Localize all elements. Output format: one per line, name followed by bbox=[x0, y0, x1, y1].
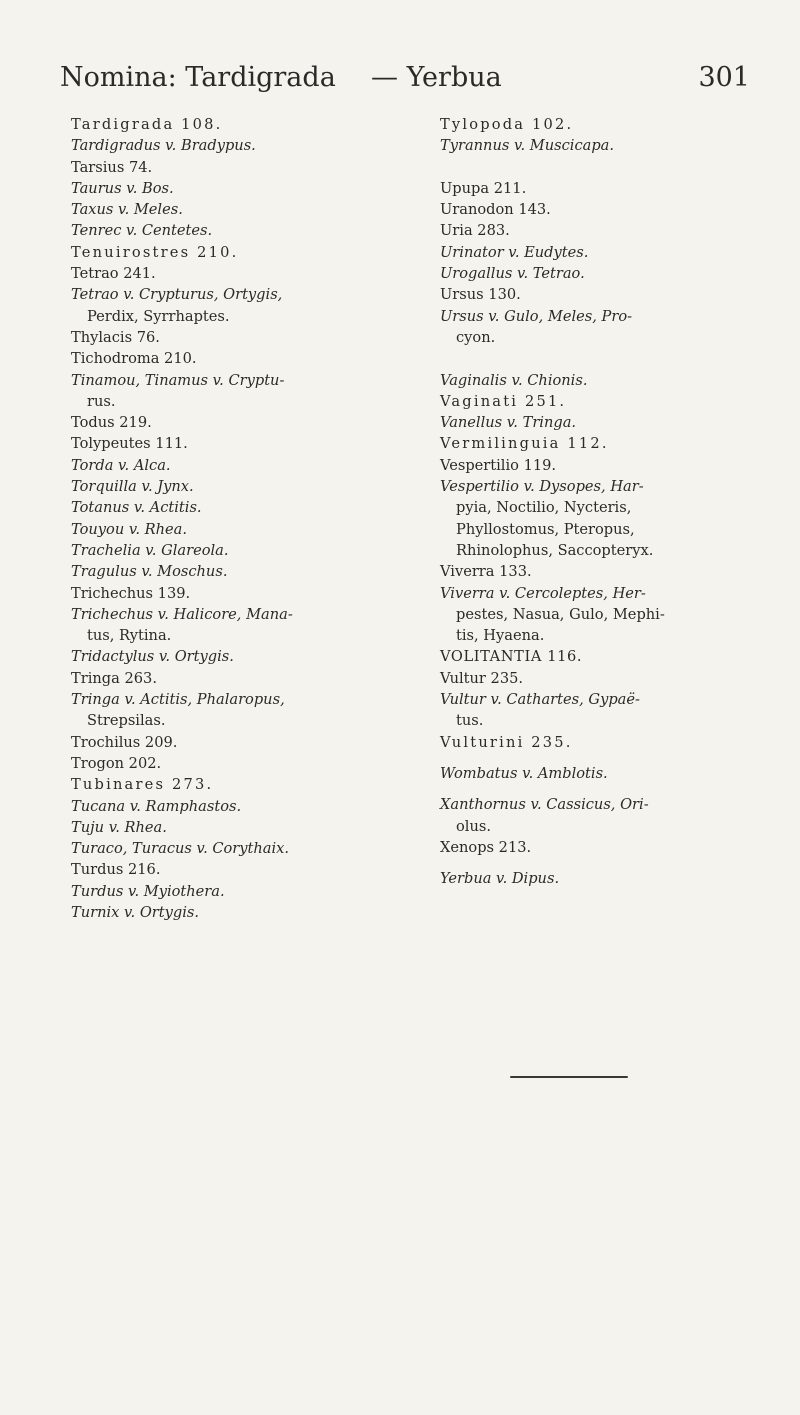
index-column-left bbox=[71, 114, 371, 923]
index-entry: Vulturini 235. bbox=[440, 733, 573, 751]
index-entry: Uranodon 143. bbox=[440, 201, 551, 219]
index-entry: Tucana v. Ramphastos. bbox=[71, 797, 242, 815]
index-entry: Torda v. Alca. bbox=[71, 456, 171, 474]
index-entry: Tarsius 74. bbox=[71, 158, 153, 176]
index-entry: Torquilla v. Jynx. bbox=[71, 478, 194, 496]
index-entry: Yerbua v. Dipus. bbox=[440, 870, 560, 888]
index-entry: Urinator v. Eudytes. bbox=[440, 243, 589, 261]
index-entry: Touyou v. Rhea. bbox=[71, 520, 188, 538]
index-entry: Vermilinguia 112. bbox=[440, 435, 609, 453]
index-entry: Upupa 211. bbox=[440, 179, 527, 197]
index-entry: Tringa 263. bbox=[71, 669, 157, 687]
index-entry: Vespertilio v. Dysopes, Har- bbox=[440, 478, 644, 496]
index-entry: Tardigradus v. Bradypus. bbox=[71, 137, 256, 155]
index-entry-continuation: olus. bbox=[456, 817, 491, 835]
index-entry-continuation: Rhinolophus, Saccopteryx. bbox=[456, 541, 654, 559]
index-entry: Uria 283. bbox=[440, 222, 510, 240]
header-range-end: — Yerbua bbox=[371, 62, 502, 93]
index-entry: Tetrao v. Crypturus, Ortygis, bbox=[71, 286, 283, 304]
index-entry-continuation: pestes, Nasua, Gulo, Mephi- bbox=[456, 605, 665, 623]
index-entry: Vanellus v. Tringa. bbox=[440, 414, 577, 432]
entry-spacer bbox=[440, 753, 740, 763]
index-entry: Tinamou, Tinamus v. Cryptu- bbox=[71, 371, 285, 389]
index-entry: Turnix v. Ortygis. bbox=[71, 903, 200, 921]
index-entry: Thylacis 76. bbox=[71, 328, 160, 346]
index-entry: Turdus 216. bbox=[71, 861, 161, 879]
index-entry: Tolypeutes 111. bbox=[71, 435, 188, 453]
index-entry: Trichechus v. Halicore, Mana- bbox=[71, 605, 293, 623]
index-entry: Trachelia v. Glareola. bbox=[71, 541, 229, 559]
index-entry: Xanthornus v. Cassicus, Ori- bbox=[440, 796, 649, 814]
index-entry: Totanus v. Actitis. bbox=[71, 499, 202, 517]
index-entry-continuation: rus. bbox=[87, 392, 116, 410]
index-entry: Vaginati 251. bbox=[440, 392, 567, 410]
index-entry: Xenops 213. bbox=[440, 838, 532, 856]
index-entry: Tuju v. Rhea. bbox=[71, 818, 167, 836]
index-entry: Viverra v. Cercoleptes, Her- bbox=[440, 584, 646, 602]
entry-spacer bbox=[440, 858, 740, 868]
entry-spacer bbox=[440, 348, 740, 369]
index-entry: Tridactylus v. Ortygis. bbox=[71, 648, 234, 666]
index-entry-continuation: tus, Rytina. bbox=[87, 627, 172, 645]
index-entry: Vespertilio 119. bbox=[440, 456, 557, 474]
index-entry: Ursus v. Gulo, Meles, Pro- bbox=[440, 307, 633, 325]
index-entry-continuation: Phyllostomus, Pteropus, bbox=[456, 520, 635, 538]
index-entry: Wombatus v. Amblotis. bbox=[440, 764, 608, 782]
index-entry: Turdus v. Myiothera. bbox=[71, 882, 225, 900]
index-entry: Tardigrada 108. bbox=[71, 116, 223, 133]
index-entry: Vultur v. Cathartes, Gypaë- bbox=[440, 691, 640, 709]
index-entry: VOLITANTIA 116. bbox=[440, 648, 583, 666]
index-entry-continuation: pyia, Noctilio, Nycteris, bbox=[456, 499, 632, 517]
index-entry-continuation: tis, Hyaena. bbox=[456, 627, 545, 645]
index-entry: Vaginalis v. Chionis. bbox=[440, 371, 588, 389]
index-entry: Trogon 202. bbox=[71, 754, 162, 772]
index-entry: Tenuirostres 210. bbox=[71, 243, 239, 261]
page-number: 301 bbox=[698, 62, 750, 93]
index-entry-continuation: Perdix, Syrrhaptes. bbox=[87, 307, 230, 325]
index-entry: Tetrao 241. bbox=[71, 265, 156, 283]
index-column-right bbox=[440, 114, 740, 889]
index-entry: Turaco, Turacus v. Corythaix. bbox=[71, 840, 290, 858]
running-header bbox=[60, 56, 750, 100]
index-entry-continuation: Strepsilas. bbox=[87, 712, 166, 730]
index-entry-continuation: cyon. bbox=[456, 328, 496, 346]
end-rule bbox=[510, 1076, 628, 1078]
entry-spacer bbox=[440, 784, 740, 794]
index-entry: Viverra 133. bbox=[440, 563, 532, 581]
index-entry: Tylopoda 102. bbox=[440, 116, 574, 133]
index-entry: Urogallus v. Tetrao. bbox=[440, 265, 585, 283]
index-entry: Tragulus v. Moschus. bbox=[71, 563, 228, 581]
index-entry-continuation: tus. bbox=[456, 712, 484, 730]
index-entry: Tyrannus v. Muscicapa. bbox=[440, 137, 614, 155]
index-entry: Taurus v. Bos. bbox=[71, 179, 174, 197]
index-entry: Tenrec v. Centetes. bbox=[71, 222, 213, 240]
entry-spacer bbox=[440, 157, 740, 178]
index-entry: Tringa v. Actitis, Phalaropus, bbox=[71, 691, 285, 709]
index-entry: Tubinares 273. bbox=[71, 776, 214, 794]
index-entry: Trichechus 139. bbox=[71, 584, 191, 602]
index-entry: Todus 219. bbox=[71, 414, 152, 432]
index-entry: Ursus 130. bbox=[440, 286, 521, 304]
header-title: Nomina: Tardigrada bbox=[60, 62, 336, 93]
index-entry: Trochilus 209. bbox=[71, 733, 178, 751]
index-entry: Taxus v. Meles. bbox=[71, 201, 183, 219]
index-entry: Tichodroma 210. bbox=[71, 350, 197, 368]
index-entry: Vultur 235. bbox=[440, 669, 524, 687]
